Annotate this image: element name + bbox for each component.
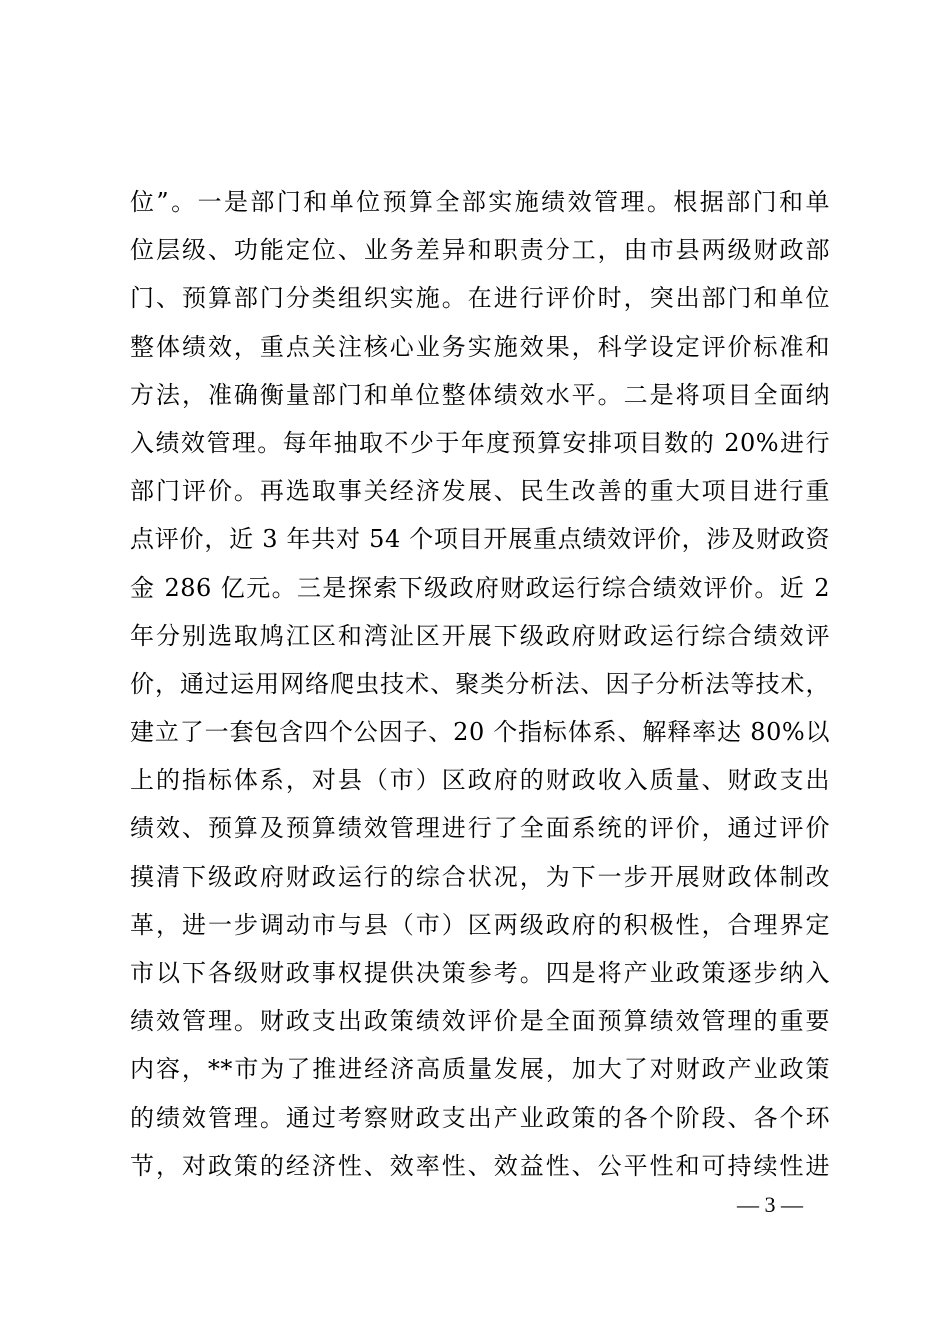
body-line-9: 金 286 亿元。三是探索下级政府财政运行综合绩效评价。近 2 <box>130 573 830 602</box>
body-line-10: 年分别选取鸠江区和湾沚区开展下级政府财政运行综合绩效评 <box>130 621 830 650</box>
body-line-17: 市以下各级财政事权提供决策参考。四是将产业政策逐步纳入 <box>130 959 830 987</box>
body-line-5: 方法，准确衡量部门和单位整体绩效水平。二是将项目全面纳 <box>130 380 830 409</box>
body-line-19: 内容，**市为了推进经济高质量发展，加大了对财政产业政策 <box>130 1055 830 1084</box>
body-line-12: 建立了一套包含四个公因子、20 个指标体系、解释率达 80%以 <box>130 718 830 747</box>
body-line-20: 的绩效管理。通过考察财政支出产业政策的各个阶段、各个环 <box>130 1103 830 1132</box>
body-line-1: 位”。一是部门和单位预算全部实施绩效管理。根据部门和单 <box>130 188 830 216</box>
body-line-2: 位层级、功能定位、业务差异和职责分工，由市县两级财政部 <box>130 236 830 265</box>
page-number: — 3 — <box>737 1192 803 1217</box>
body-line-13: 上的指标体系，对县（市）区政府的财政收入质量、财政支出 <box>130 766 830 795</box>
body-line-4: 整体绩效，重点关注核心业务实施效果，科学设定评价标准和 <box>130 332 830 361</box>
body-line-6: 入绩效管理。每年抽取不少于年度预算安排项目数的 20%进行 <box>130 428 830 457</box>
document-body <box>130 178 830 1190</box>
body-line-11: 价，通过运用网络爬虫技术、聚类分析法、因子分析法等技术， <box>130 669 830 698</box>
body-line-21: 节，对政策的经济性、效率性、效益性、公平性和可持续性进 <box>130 1151 830 1180</box>
body-line-8: 点评价，近 3 年共对 54 个项目开展重点绩效评价，涉及财政资 <box>130 525 830 554</box>
body-line-18: 绩效管理。财政支出政策绩效评价是全面预算绩效管理的重要 <box>130 1007 830 1036</box>
body-line-7: 部门评价。再选取事关经济发展、民生改善的重大项目进行重 <box>130 477 830 506</box>
body-line-3: 门、预算部门分类组织实施。在进行评价时，突出部门和单位 <box>130 284 830 313</box>
body-line-15: 摸清下级政府财政运行的综合状况，为下一步开展财政体制改 <box>130 862 830 891</box>
body-line-14: 绩效、预算及预算绩效管理进行了全面系统的评价，通过评价 <box>130 814 830 843</box>
body-line-16: 革，进一步调动市与县（市）区两级政府的积极性，合理界定 <box>130 910 830 939</box>
